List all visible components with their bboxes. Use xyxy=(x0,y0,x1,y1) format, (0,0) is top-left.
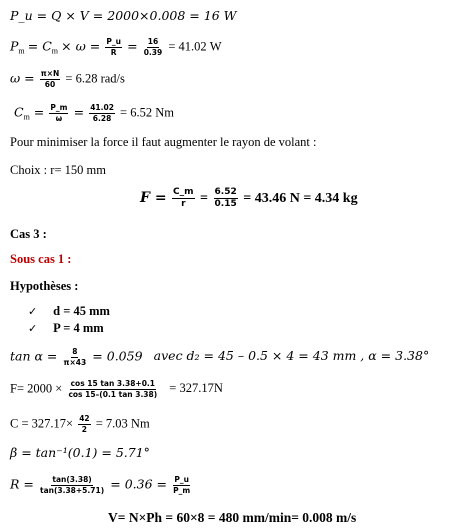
pu-text: P_u = Q × V = 2000×0.008 = 16 W xyxy=(10,8,237,23)
force-line: F = $\frac{C\_m}{r}$ = $\frac{6.52}{0.15}$ = 43.46 N = 4.34 kg xyxy=(140,187,358,210)
f2000-left: F= 2000 × xyxy=(10,381,63,396)
cm-line: $C_m$ = $\frac{P\_m}{\omega}$ = $\frac{41.02}{6.28}$ = 6.52 Nm xyxy=(14,103,174,123)
cm-frac2-den: 6.28 xyxy=(92,113,112,123)
force-result: = 43.46 N = 4.34 kg xyxy=(243,191,358,207)
r-fraction-pu-pm xyxy=(172,476,191,495)
r-frac-den: tan(3.38+5.71) xyxy=(39,485,105,495)
tan-fraction xyxy=(63,348,88,367)
velocity-line: V= N×Ph = 60×8 = 480 mm/min= 0.008 m/s xyxy=(108,510,357,525)
cas3-heading: Cas 3 : xyxy=(10,227,47,241)
r-fraction-tan xyxy=(39,476,105,495)
pm-symbol: P xyxy=(10,38,19,54)
tan-result: = 0.059 xyxy=(92,348,143,364)
pm-eq-cm: = C xyxy=(27,38,52,54)
pm-line: $P_m = C_m \times \omega$ = $\frac{P\_u}{R}$ = $\frac{16}{0.39}$ = 41.02 W xyxy=(10,37,222,57)
tan-alpha-line: tan α = $\frac{8}{\pi\times 43}$ = 0.059 avec d₂ = 45 – 0.5 × 4 = 43 mm , α = 3.38° xyxy=(10,347,430,367)
souscas1-heading: Sous cas 1 : xyxy=(10,252,72,266)
omega-line: ω = $\frac{\pi\times N}{60}$ = 6.28 rad/s xyxy=(10,69,125,89)
hypothesis-d xyxy=(28,305,110,318)
tan-frac-num: 8 xyxy=(72,347,78,356)
beta-line: β = tan⁻¹(0.1) = 5.71° xyxy=(10,445,150,460)
c-frac-den: 2 xyxy=(81,424,88,434)
omega-fraction xyxy=(40,70,61,89)
f2000-line xyxy=(10,380,223,399)
cm-frac1-num: P_m xyxy=(50,103,68,112)
checkmark-icon: ✓ xyxy=(28,305,38,318)
force-frac1-num: C_m xyxy=(172,188,194,199)
pm-frac1-num: P_u xyxy=(106,37,121,46)
f2000-fraction xyxy=(67,380,158,399)
minimiser-text: Pour minimiser la force il faut augmenter le rayon de volant : xyxy=(10,135,317,149)
cm-fraction-values xyxy=(89,104,115,123)
force-fraction-values xyxy=(214,188,238,210)
force-frac2-num: 6.52 xyxy=(214,188,238,199)
cm-frac2-num: 41.02 xyxy=(90,103,114,112)
force-fraction-cm-r xyxy=(172,188,194,210)
f2000-frac-den: cos 15–(0.1 tan 3.38) xyxy=(68,389,158,399)
r-frac-num: tan(3.38) xyxy=(52,475,92,484)
r-mid: = 0.36 = xyxy=(110,476,167,492)
pm-fraction-pu-r xyxy=(105,38,122,57)
pm-frac2-den: 0.39 xyxy=(143,47,163,57)
omega-frac-den: 60 xyxy=(44,79,56,89)
r-line xyxy=(10,476,193,495)
c-frac-num: 42 xyxy=(79,414,90,423)
choix-text: Choix : r= 150 mm xyxy=(10,163,106,177)
hypotheses-heading: Hypothèses : xyxy=(10,279,79,293)
cm-result: = 6.52 Nm xyxy=(120,105,174,120)
c-fraction xyxy=(78,415,90,434)
checkmark-icon: ✓ xyxy=(28,322,38,335)
r-frac2-num: P_u xyxy=(174,475,189,484)
f2000-frac-num: cos 15 tan 3.38+0.1 xyxy=(70,379,155,388)
pm-result: = 41.02 W xyxy=(168,39,222,54)
r-frac2-den: P_m xyxy=(173,485,191,495)
c-line xyxy=(10,415,150,434)
cm-frac1-den: ω xyxy=(55,113,63,123)
pm-frac2-num: 16 xyxy=(147,37,159,46)
r-left: R = xyxy=(10,476,34,492)
c-result: = 7.03 Nm xyxy=(95,416,150,431)
cm-fraction-pm-omega xyxy=(49,104,68,123)
tan-frac-den: π×43 xyxy=(63,357,87,367)
pm-times-omega: × ω = xyxy=(61,38,101,54)
hyp-p-text: P = 4 mm xyxy=(53,321,104,335)
omega-result: = 6.28 rad/s xyxy=(65,71,125,86)
hypothesis-p xyxy=(28,322,104,335)
force-frac1-den: r xyxy=(181,199,186,210)
pm-fraction-values xyxy=(143,38,164,57)
tan-d2-text: avec d₂ = 45 – 0.5 × 4 = 43 mm , α = 3.38° xyxy=(153,348,430,364)
f2000-result: = 327.17N xyxy=(169,381,223,396)
omega-frac-num: π×N xyxy=(40,69,60,78)
c-left: C = 327.17× xyxy=(10,416,74,431)
pm-frac1-den: R xyxy=(110,47,117,57)
hyp-d-text: d = 45 mm xyxy=(53,304,110,318)
force-frac2-den: 0.15 xyxy=(214,199,237,210)
pu-line xyxy=(10,10,236,23)
